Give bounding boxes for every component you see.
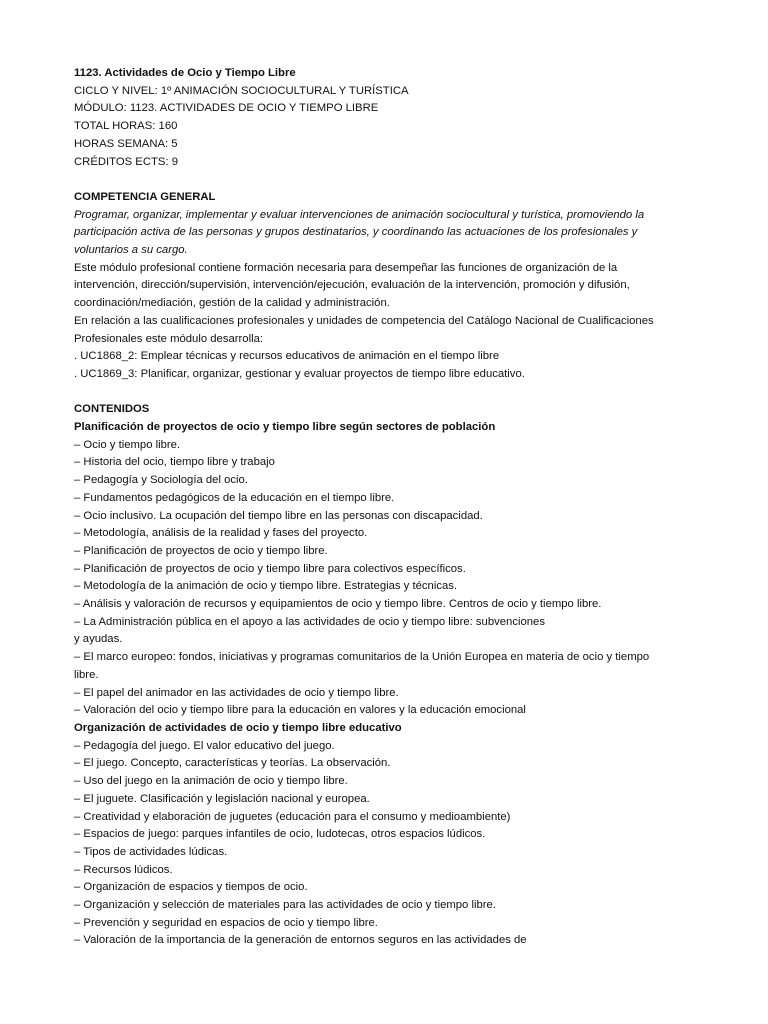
document-title: 1123. Actividades de Ocio y Tiempo Libre [74, 67, 296, 79]
list-item-continuation: y ayudas. [74, 633, 123, 646]
competencia-heading: COMPETENCIA GENERAL [74, 190, 216, 203]
competencia-italic-line: voluntarios a su cargo. [74, 244, 188, 257]
list-item: – Organización de espacios y tiempos de ocio. [74, 881, 308, 894]
list-item: – Pedagogía y Sociología del ocio. [74, 474, 248, 487]
list-item: – Planificación de proyectos de ocio y tiempo libre para colectivos específicos. [74, 562, 466, 575]
list-item: – Metodología de la animación de ocio y tiempo libre. Estrategias y técnicas. [74, 580, 458, 593]
modulo: MÓDULO: 1123. ACTIVIDADES DE OCIO Y TIEMPO LIBRE [74, 102, 379, 115]
list-item: – El juguete. Clasificación y legislación nacional y europea. [74, 792, 370, 805]
unidad-competencia-item: . UC1868_2: Emplear técnicas y recursos educativos de animación en el tiempo libre [74, 350, 500, 363]
competencia-body-line: En relación a las cualificaciones profesionales y unidades de competencia del Catálogo Nacional de Cualificaciones [74, 314, 654, 327]
list-item: – Análisis y valoración de recursos y equipamientos de ocio y tiempo libre. Centros de ocio y tiempo libre. [74, 598, 602, 611]
document-page [74, 65, 714, 950]
competencia-body-line: intervención, dirección/supervisión, intervención/ejecución, evaluación de la intervención, promoción y difusión, [74, 279, 630, 292]
section-2-list [74, 738, 714, 950]
competencia-italic-line: Programar, organizar, implementar y evaluar intervenciones de animación sociocultural y turística, promoviendo la [74, 208, 645, 221]
competencia-body-line: Profesionales este módulo desarrolla: [74, 332, 264, 345]
competencia-italic-line: participación activa de las personas y grupos destinatarios, y coordinando las actuaciones de los profesionales y [74, 226, 638, 239]
list-item: – Pedagogía del juego. El valor educativo del juego. [74, 739, 335, 752]
list-item: – La Administración pública en el apoyo a las actividades de ocio y tiempo libre: subvenciones [74, 615, 545, 628]
list-item: – Creatividad y elaboración de juguetes (educación para el consumo y medioambiente) [74, 810, 511, 823]
horas-semana: HORAS SEMANA: 5 [74, 137, 178, 150]
total-horas: TOTAL HORAS: 160 [74, 120, 178, 133]
competencia-body-block [74, 260, 714, 384]
section-1-list [74, 437, 714, 720]
competencia-body-line: Este módulo profesional contiene formación necesaria para desempeñar las funciones de organización de la [74, 261, 618, 274]
list-item: – Ocio y tiempo libre. [74, 438, 181, 451]
list-item: – Valoración del ocio y tiempo libre para la educación en valores y la educación emocional [74, 704, 526, 717]
spacer [74, 171, 714, 189]
list-item: – Planificación de proyectos de ocio y tiempo libre. [74, 544, 328, 557]
list-item: – Recursos lúdicos. [74, 863, 173, 876]
competencia-italic-block [74, 207, 714, 260]
list-item: – El juego. Concepto, características y teorías. La observación. [74, 757, 391, 770]
list-item-continuation: libre. [74, 668, 99, 681]
list-item: – El papel del animador en las actividades de ocio y tiempo libre. [74, 686, 399, 699]
list-item: – Metodología, análisis de la realidad y fases del proyecto. [74, 527, 368, 540]
list-item: – Tipos de actividades lúdicas. [74, 845, 228, 858]
section-1-title: Planificación de proyectos de ocio y tiempo libre según sectores de población [74, 421, 496, 434]
list-item: – El marco europeo: fondos, iniciativas y programas comunitarios de la Unión Europea en materia de ocio y tiempo [74, 651, 650, 664]
competencia-body-line: coordinación/mediación, gestión de la calidad y administración. [74, 297, 390, 310]
unidad-competencia-item: . UC1869_3: Planificar, organizar, gestionar y evaluar proyectos de tiempo libre educativo. [74, 367, 525, 380]
section-2-title: Organización de actividades de ocio y tiempo libre educativo [74, 721, 402, 734]
list-item: – Fundamentos pedagógicos de la educación en el tiempo libre. [74, 491, 395, 504]
list-item: – Historia del ocio, tiempo libre y trabajo [74, 456, 275, 469]
list-item: – Valoración de la importancia de la generación de entornos seguros en las actividades de [74, 934, 527, 947]
list-item: – Prevención y seguridad en espacios de ocio y tiempo libre. [74, 916, 378, 929]
list-item: – Uso del juego en la animación de ocio y tiempo libre. [74, 775, 348, 788]
list-item: – Organización y selección de materiales para las actividades de ocio y tiempo libre. [74, 899, 496, 912]
creditos-ects: CRÉDITOS ECTS: 9 [74, 155, 178, 168]
spacer [74, 384, 714, 402]
contenidos-heading: CONTENIDOS [74, 403, 150, 416]
list-item: – Espacios de juego: parques infantiles de ocio, ludotecas, otros espacios lúdicos. [74, 828, 486, 841]
list-item: – Ocio inclusivo. La ocupación del tiempo libre en las personas con discapacidad. [74, 509, 483, 522]
ciclo-nivel: CICLO Y NIVEL: 1º ANIMACIÓN SOCIOCULTURAL Y TURÍSTICA [74, 84, 409, 97]
